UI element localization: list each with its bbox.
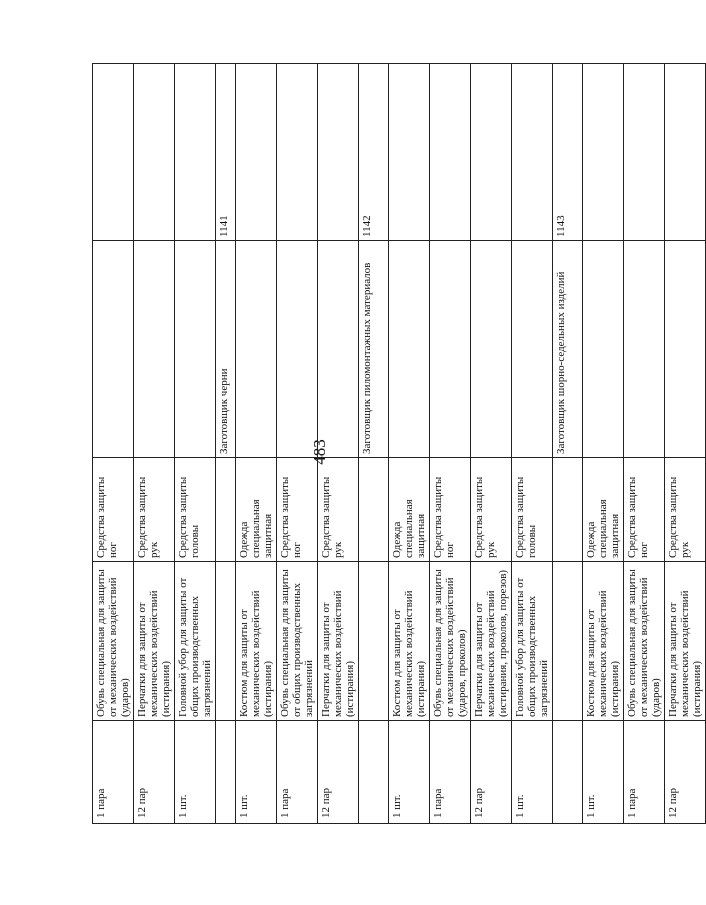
profession-cell [430, 241, 471, 458]
item-type-cell: Одежда специальная защитная [389, 458, 430, 562]
ppe-table [92, 63, 706, 824]
row-number-cell [624, 64, 665, 241]
item-name-cell: Костюм для защиты от механических воздействий (истирания) [583, 562, 624, 721]
quantity-cell: 1 шт. [512, 721, 553, 824]
quantity-cell: 12 пар [318, 721, 359, 824]
table-row [318, 64, 359, 824]
row-number-cell: 1143 [553, 64, 583, 241]
item-type-cell [359, 458, 389, 562]
row-number-cell [471, 64, 512, 241]
item-name-cell [359, 562, 389, 721]
quantity-cell: 1 шт. [175, 721, 216, 824]
table-row [175, 64, 216, 824]
table-row [134, 64, 175, 824]
table-row [583, 64, 624, 824]
profession-cell [389, 241, 430, 458]
table-row [389, 64, 430, 824]
row-number-cell [389, 64, 430, 241]
row-number-cell [93, 64, 134, 241]
table-row [665, 64, 706, 824]
profession-cell: Заготовщик шорно-седельных изделий [553, 241, 583, 458]
quantity-cell [359, 721, 389, 824]
item-name-cell: Головной убор для защиты от общих производственных загрязнений [175, 562, 216, 721]
item-name-cell: Обувь специальная для защиты от механических воздействий (ударов) [93, 562, 134, 721]
item-type-cell: Средства защиты рук [471, 458, 512, 562]
item-type-cell: Средства защиты рук [665, 458, 706, 562]
item-name-cell [216, 562, 236, 721]
item-type-cell: Средства защиты ног [430, 458, 471, 562]
row-number-cell [175, 64, 216, 241]
table-row [236, 64, 277, 824]
row-number-cell: 1142 [359, 64, 389, 241]
profession-cell [512, 241, 553, 458]
quantity-cell [553, 721, 583, 824]
quantity-cell: 12 пар [665, 721, 706, 824]
table-row [277, 64, 318, 824]
profession-cell [134, 241, 175, 458]
item-type-cell [216, 458, 236, 562]
profession-cell: Заготовщик черни [216, 241, 236, 458]
row-number-cell [277, 64, 318, 241]
item-name-cell [553, 562, 583, 721]
item-name-cell: Костюм для защиты от механических воздействий (истирания) [389, 562, 430, 721]
quantity-cell: 1 пара [277, 721, 318, 824]
profession-cell [277, 241, 318, 458]
item-type-cell: Средства защиты рук [134, 458, 175, 562]
quantity-cell: 12 пар [471, 721, 512, 824]
table-row [512, 64, 553, 824]
profession-cell [318, 241, 359, 458]
profession-cell [583, 241, 624, 458]
item-type-cell: Одежда специальная защитная [583, 458, 624, 562]
quantity-cell: 1 пара [430, 721, 471, 824]
row-number-cell: 1141 [216, 64, 236, 241]
item-name-cell: Перчатки для защиты от механических воздействий (истирания, проколов, порезов) [471, 562, 512, 721]
item-type-cell: Средства защиты ног [277, 458, 318, 562]
item-name-cell: Обувь специальная для защиты от механических воздействий (ударов) [624, 562, 665, 721]
quantity-cell: 12 пар [134, 721, 175, 824]
row-number-cell [318, 64, 359, 241]
row-number-cell [430, 64, 471, 241]
row-number-cell [134, 64, 175, 241]
item-type-cell: Одежда специальная защитная [236, 458, 277, 562]
item-name-cell: Обувь специальная для защиты от общих производственных загрязнений [277, 562, 318, 721]
table-row [93, 64, 134, 824]
quantity-cell: 1 пара [624, 721, 665, 824]
item-name-cell: Перчатки для защиты от механических воздействий (истирания) [134, 562, 175, 721]
profession-cell [175, 241, 216, 458]
table-row [553, 64, 583, 824]
quantity-cell: 1 шт. [389, 721, 430, 824]
page-number: 483 [310, 439, 329, 465]
item-type-cell: Средства защиты головы [175, 458, 216, 562]
item-name-cell: Обувь специальная для защиты от механических воздействий (ударов, проколов) [430, 562, 471, 721]
item-type-cell: Средства защиты ног [624, 458, 665, 562]
item-type-cell: Средства защиты рук [318, 458, 359, 562]
quantity-cell: 1 пара [93, 721, 134, 824]
item-name-cell: Перчатки для защиты от механических воздействий (истирания) [665, 562, 706, 721]
profession-cell [236, 241, 277, 458]
table-row [471, 64, 512, 824]
table-row [216, 64, 236, 824]
row-number-cell [665, 64, 706, 241]
quantity-cell: 1 шт. [583, 721, 624, 824]
table-row [624, 64, 665, 824]
profession-cell [471, 241, 512, 458]
item-name-cell: Перчатки для защиты от механических воздействий (истирания) [318, 562, 359, 721]
profession-cell: Заготовщик пиломонтажных материалов [359, 241, 389, 458]
item-name-cell: Костюм для защиты от механических воздействий (истирания) [236, 562, 277, 721]
row-number-cell [236, 64, 277, 241]
profession-cell [93, 241, 134, 458]
item-type-cell [553, 458, 583, 562]
table-row [430, 64, 471, 824]
item-name-cell: Головной убор для защиты от общих производственных загрязнений [512, 562, 553, 721]
quantity-cell: 1 шт. [236, 721, 277, 824]
item-type-cell: Средства защиты ног [93, 458, 134, 562]
ppe-table-container [92, 64, 703, 824]
table-row [359, 64, 389, 824]
item-type-cell: Средства защиты головы [512, 458, 553, 562]
row-number-cell [583, 64, 624, 241]
profession-cell [624, 241, 665, 458]
row-number-cell [512, 64, 553, 241]
quantity-cell [216, 721, 236, 824]
profession-cell [665, 241, 706, 458]
